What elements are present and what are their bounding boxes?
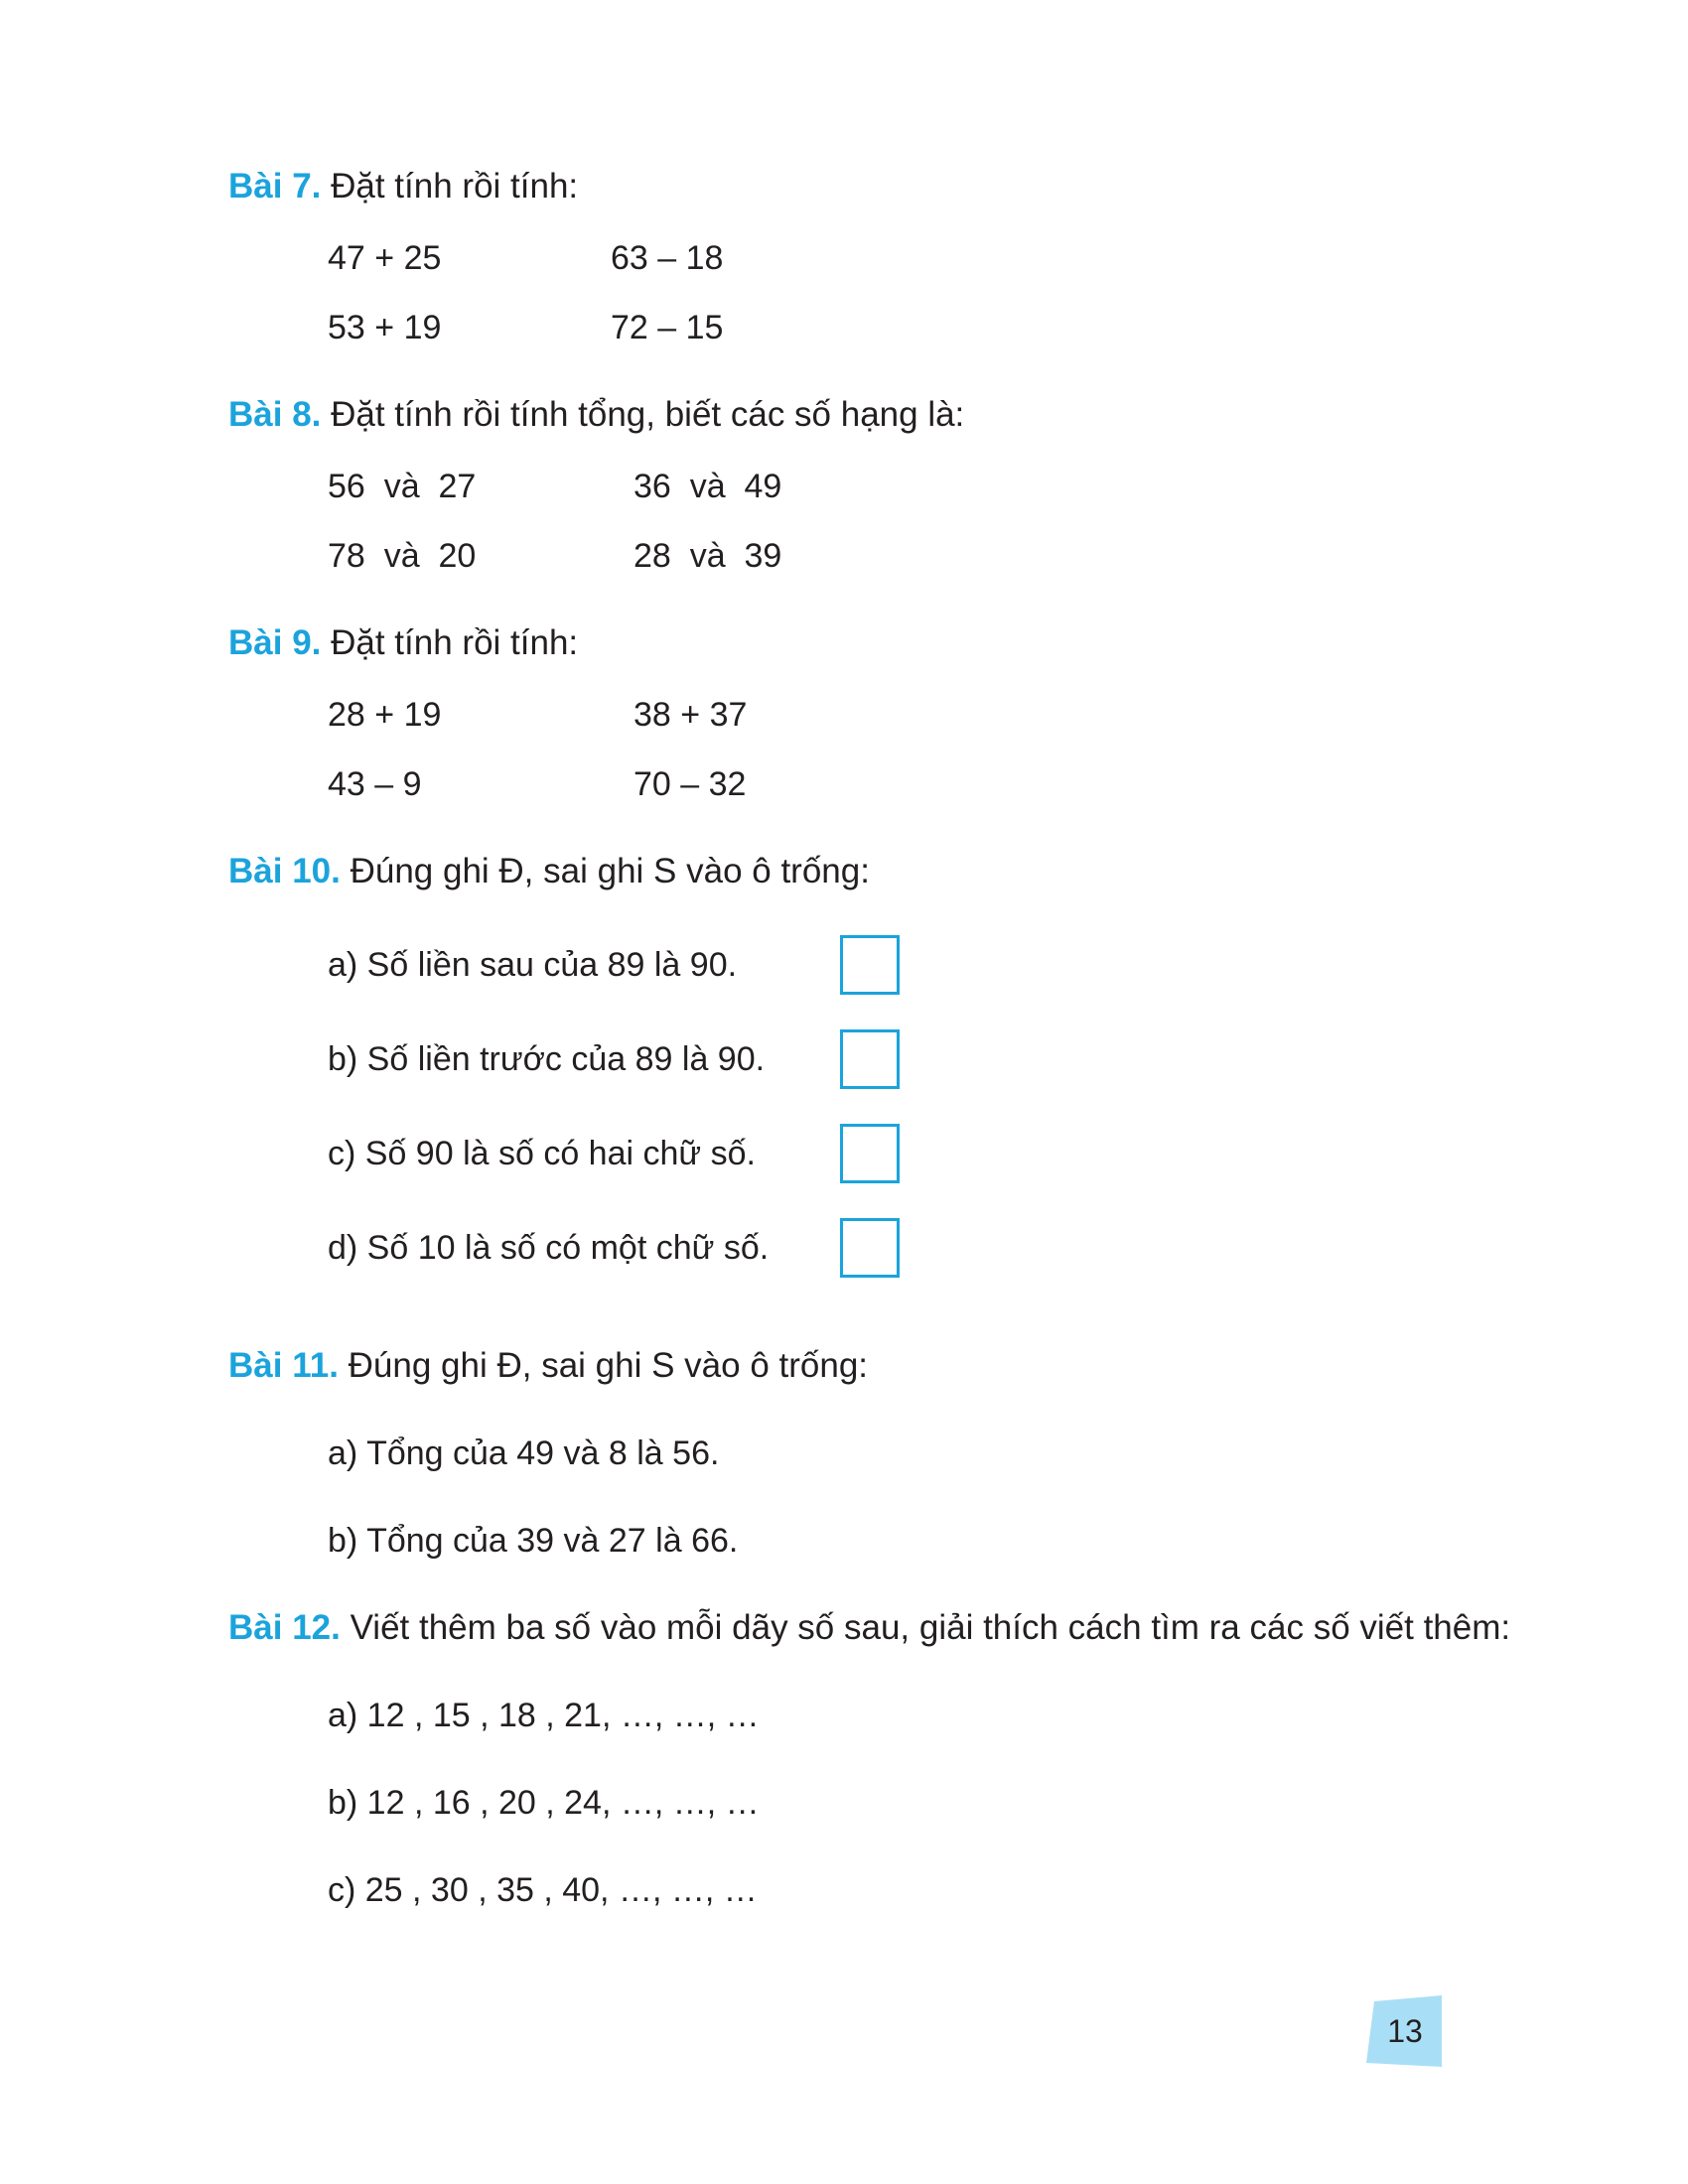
bai11-statement: b) Tổng của 39 và 27 là 66. bbox=[328, 1522, 739, 1560]
answer-box[interactable] bbox=[840, 1124, 900, 1183]
answer-box[interactable] bbox=[840, 935, 900, 995]
bai7-instruction: Đặt tính rồi tính: bbox=[321, 167, 579, 205]
bai7-label: Bài 7. bbox=[228, 167, 322, 205]
bai11-heading bbox=[228, 1344, 868, 1388]
page-number: 13 bbox=[1387, 2013, 1423, 2049]
bai8-item: 56 và 27 bbox=[328, 468, 477, 505]
bai11-statement: a) Tổng của 49 và 8 là 56. bbox=[328, 1434, 720, 1472]
bai12-instruction: Viết thêm ba số vào mỗi dãy số sau, giải thích cách tìm ra các số viết thêm: bbox=[340, 1608, 1511, 1647]
bai12-heading bbox=[228, 1606, 1510, 1650]
bai12-label: Bài 12. bbox=[228, 1608, 341, 1647]
bai9-item: 28 + 19 bbox=[328, 696, 442, 734]
answer-box[interactable] bbox=[840, 1029, 900, 1089]
bai8-item: 78 và 20 bbox=[328, 537, 477, 575]
bai10-heading bbox=[228, 850, 870, 893]
bai9-heading bbox=[228, 621, 578, 665]
bai9-item: 70 – 32 bbox=[633, 765, 747, 803]
bai10-instruction: Đúng ghi Đ, sai ghi S vào ô trống: bbox=[340, 852, 870, 890]
bai7-item: 63 – 18 bbox=[611, 239, 724, 277]
bai9-item: 43 – 9 bbox=[328, 765, 422, 803]
bai9-instruction: Đặt tính rồi tính: bbox=[321, 623, 579, 662]
bai12-sequence: a) 12 , 15 , 18 , 21, …, …, … bbox=[328, 1697, 760, 1734]
bai10-statement: d) Số 10 là số có một chữ số. bbox=[328, 1229, 770, 1267]
bai7-heading bbox=[228, 165, 578, 208]
bai9-item: 38 + 37 bbox=[633, 696, 748, 734]
bai10-statement: b) Số liền trước của 89 là 90. bbox=[328, 1040, 766, 1078]
bai7-item: 47 + 25 bbox=[328, 239, 442, 277]
bai12-sequence: b) 12 , 16 , 20 , 24, …, …, … bbox=[328, 1784, 760, 1822]
bai10-label: Bài 10. bbox=[228, 852, 341, 890]
bai8-item: 36 và 49 bbox=[633, 468, 782, 505]
bai8-heading bbox=[228, 393, 964, 437]
bai11-instruction: Đúng ghi Đ, sai ghi S vào ô trống: bbox=[338, 1346, 869, 1385]
bai8-label: Bài 8. bbox=[228, 395, 322, 434]
bai7-item: 53 + 19 bbox=[328, 309, 442, 346]
bai12-sequence: c) 25 , 30 , 35 , 40, …, …, … bbox=[328, 1871, 758, 1909]
bai9-label: Bài 9. bbox=[228, 623, 322, 662]
answer-box[interactable] bbox=[840, 1218, 900, 1278]
bai10-statement: c) Số 90 là số có hai chữ số. bbox=[328, 1135, 756, 1172]
bai7-item: 72 – 15 bbox=[611, 309, 724, 346]
bai10-statement: a) Số liền sau của 89 là 90. bbox=[328, 946, 738, 984]
bai11-label: Bài 11. bbox=[228, 1346, 339, 1385]
page-number-badge bbox=[1360, 1995, 1450, 2067]
bai8-item: 28 và 39 bbox=[633, 537, 782, 575]
bai8-instruction: Đặt tính rồi tính tổng, biết các số hạng là: bbox=[321, 395, 965, 434]
